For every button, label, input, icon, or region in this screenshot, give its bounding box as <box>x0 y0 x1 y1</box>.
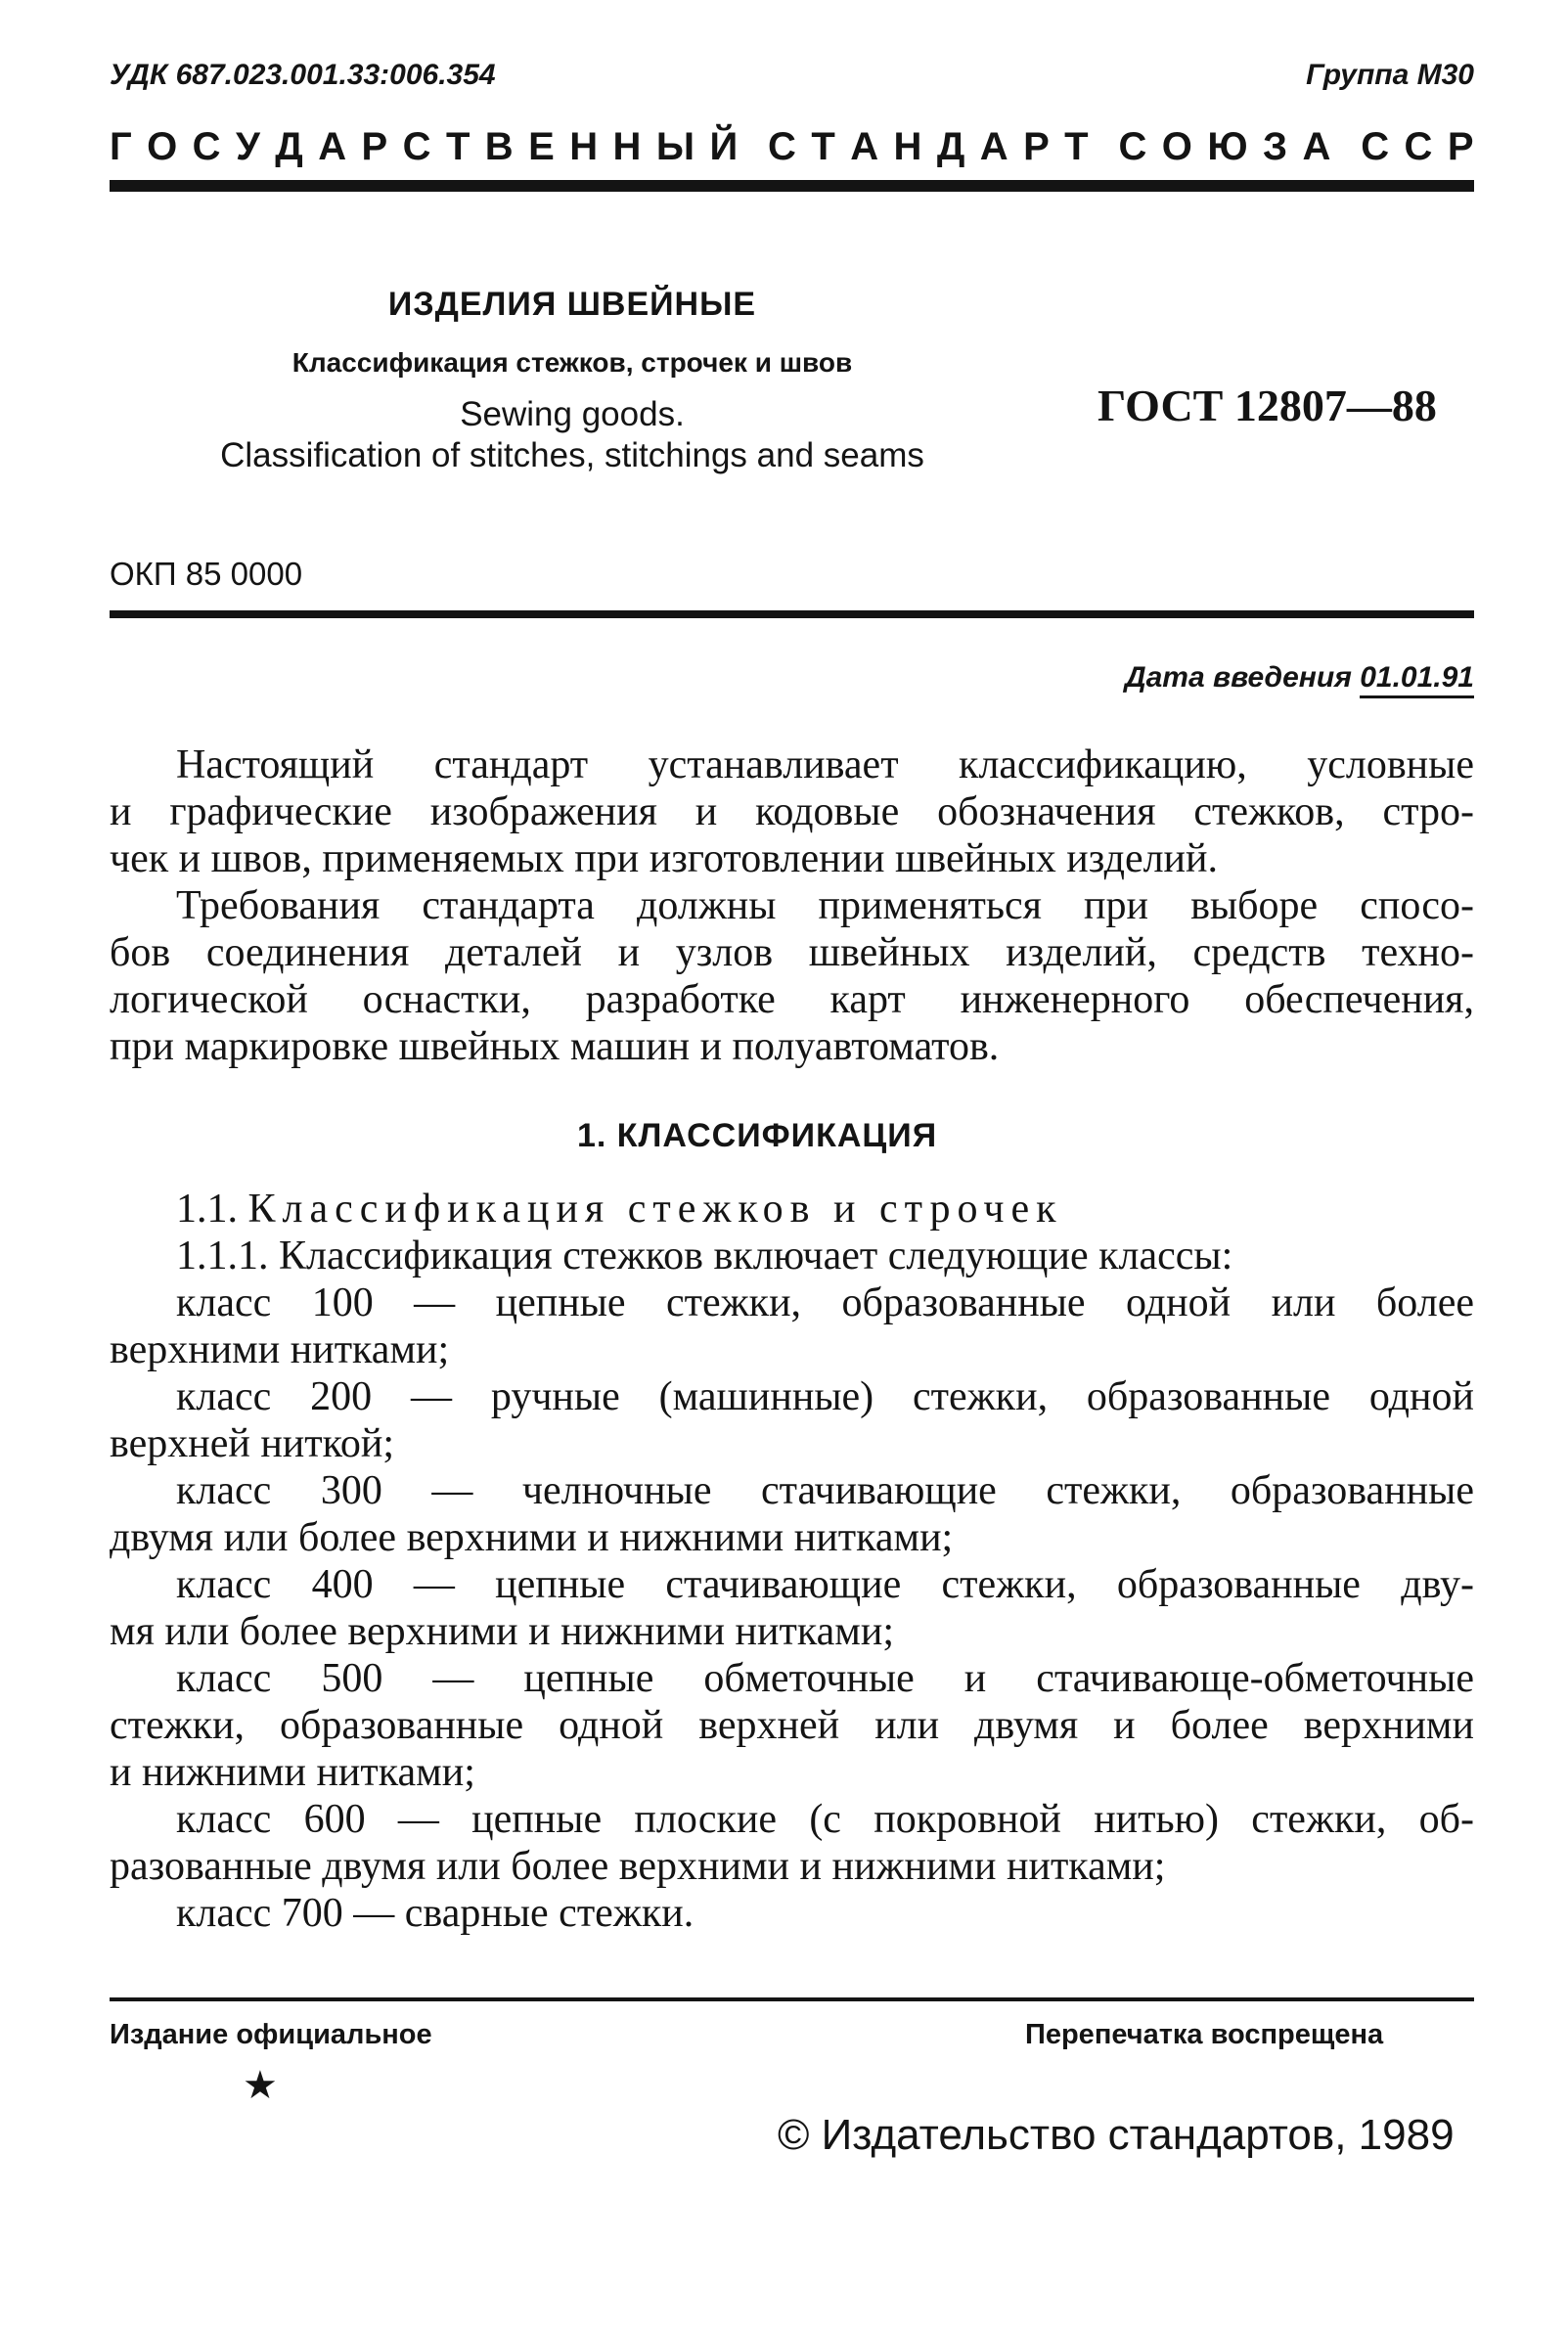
heading-letter: А <box>979 125 1008 168</box>
class-5-line: класс 500 — цепные обметочные и стачивающе-обметочные <box>176 1656 1474 1701</box>
text-line: и графические изображения и кодовые обозначения стежков, стро- <box>110 789 1474 834</box>
class-1-line: верхними нитками; <box>110 1327 450 1372</box>
title-en-line1: Sewing goods. <box>460 395 685 433</box>
heading-letter: Т <box>445 125 470 168</box>
top-rule <box>110 180 1474 192</box>
title-block <box>186 286 959 476</box>
heading-letter: С <box>1361 125 1390 168</box>
heading-letter: Н <box>612 125 642 168</box>
class-6-line: класс 600 — цепные плоские (с покровной нитью) стежки, об- <box>176 1797 1474 1842</box>
heading-letter: Ы <box>655 125 695 168</box>
subsection-1-1 <box>110 1186 1474 1279</box>
intro-paragraph-1 <box>110 741 1474 882</box>
class-6-line: разованные двумя или более верхними и нижними нитками; <box>110 1844 1166 1889</box>
heading-letter: А <box>318 125 347 168</box>
class-7-line: класс 700 — сварные стежки. <box>176 1891 694 1936</box>
class-2-line: класс 200 — ручные (машинные) стежки, образованные одной <box>176 1374 1474 1419</box>
text-line: при маркировке швейных машин и полуавтоматов. <box>110 1024 1000 1069</box>
group-code: Группа М30 <box>1306 59 1474 91</box>
heading-letter: Й <box>709 125 739 168</box>
heading-letter: Р <box>361 125 388 168</box>
heading-letter: Д <box>936 125 965 168</box>
class-2-line: верхней ниткой; <box>110 1421 395 1466</box>
class-3-line: двумя или более верхними и нижними нитками; <box>110 1515 954 1560</box>
gost-number: ГОСТ 12807—88 <box>1098 381 1437 430</box>
heading-letter: Р <box>1023 125 1050 168</box>
heading-letter: С <box>768 125 796 168</box>
reprint-note: Перепечатка воспрещена <box>1025 2019 1384 2050</box>
class-3-line: класс 300 — челночные стачивающие стежки, образованные <box>176 1468 1474 1513</box>
heading-letter: А <box>1302 125 1331 168</box>
heading-letter: С <box>192 125 221 168</box>
date-label: Дата введения <box>1124 661 1352 694</box>
text-line: Требования стандарта должны применяться при выборе спосо- <box>176 883 1474 928</box>
heading-letter: Г <box>110 125 132 168</box>
heading-letter: Е <box>528 125 555 168</box>
heading-letter: Д <box>275 125 303 168</box>
heading-letter: Т <box>1064 125 1089 168</box>
copyright-note: © Издательство стандартов, 1989 <box>778 2111 1455 2159</box>
section-title: 1. КЛАССИФИКАЦИЯ <box>577 1117 938 1154</box>
heading-letter: А <box>850 125 879 168</box>
heading-letter: С <box>1118 125 1147 168</box>
heading-letter: Н <box>569 125 599 168</box>
okp-code: ОКП 85 0000 <box>110 556 303 592</box>
heading-letter: О <box>147 125 178 168</box>
introduction-date <box>1125 661 1474 695</box>
edition-note: Издание официальное <box>110 2019 432 2050</box>
text-line: бов соединения деталей и узлов швейных изделий, средств техно- <box>110 930 1474 975</box>
heading-letter: О <box>1161 125 1192 168</box>
udk-code: УДК 687.023.001.33:006.354 <box>110 59 496 91</box>
star-mark: ★ <box>243 2063 278 2107</box>
class-5-line: и нижними нитками; <box>110 1750 475 1795</box>
title-en-line2: Classification of stitches, stitchings and seams <box>220 436 924 474</box>
text-line: чек и швов, применяемых при изготовлении швейных изделий. <box>110 836 1218 881</box>
subsection-title: Классификация стежков и строчек <box>247 1187 1063 1232</box>
heading-letter: Р <box>1447 125 1474 168</box>
heading-letter: С <box>402 125 431 168</box>
heading-letter: С <box>1404 125 1433 168</box>
class-5-line: стежки, образованные одной верхней или двумя и более верхними <box>110 1703 1474 1748</box>
heading-letter: Т <box>811 125 835 168</box>
subsection-1-1-1: 1.1.1. Классификация стежков включает следующие классы: <box>176 1233 1233 1278</box>
bottom-rule <box>110 1997 1474 2001</box>
subtitle-ru: Классификация стежков, строчек и швов <box>291 347 853 378</box>
title-ru: ИЗДЕЛИЯ ШВЕЙНЫЕ <box>387 286 757 323</box>
date-value: 01.01.91 <box>1360 661 1474 698</box>
heading-letter: З <box>1262 125 1288 168</box>
class-4-line: класс 400 — цепные стачивающие стежки, образованные дву- <box>176 1562 1474 1607</box>
class-1-line: класс 100 — цепные стежки, образованные одной или более <box>176 1280 1474 1325</box>
heading-letter: Ю <box>1207 125 1248 168</box>
stitch-classes-list <box>110 1279 1474 1937</box>
heading-letter: В <box>484 125 514 168</box>
subsection-heading <box>110 1186 1474 1233</box>
class-4-line: мя или более верхними и нижними нитками; <box>110 1609 894 1654</box>
subsection-number: 1.1. <box>176 1187 238 1232</box>
text-line: Настоящий стандарт устанавливает классификацию, условные <box>176 742 1474 787</box>
heading-letter: У <box>235 125 260 168</box>
intro-paragraph-2 <box>110 882 1474 1070</box>
text-line: логической оснастки, разработке карт инженерного обеспечения, <box>110 977 1474 1022</box>
middle-rule <box>110 610 1474 618</box>
heading-letter: Н <box>893 125 922 168</box>
state-standard-heading <box>110 125 1474 169</box>
